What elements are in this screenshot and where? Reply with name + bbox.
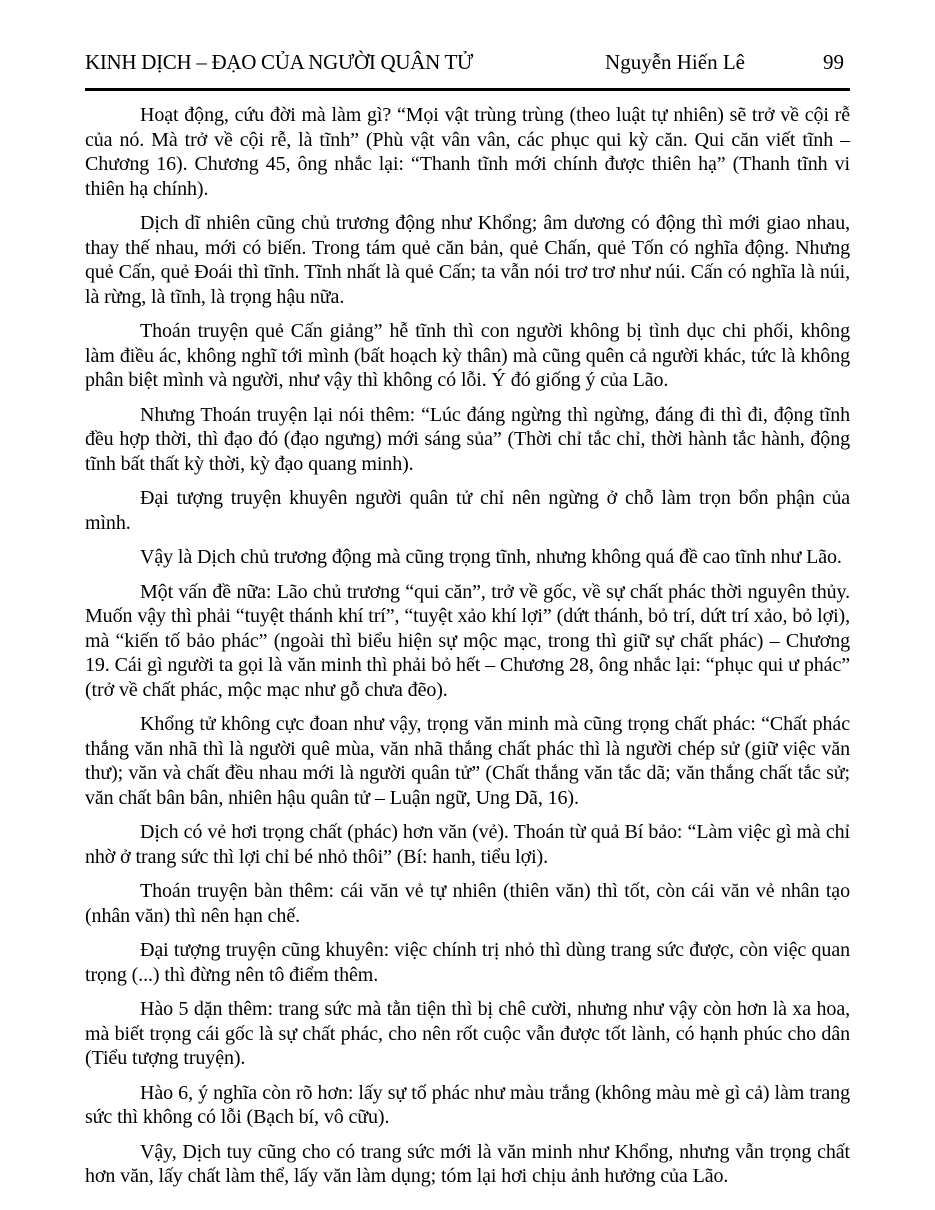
paragraph-2: Dịch dĩ nhiên cũng chủ trương động như Khổng; âm dương có động thì mới giao nhau, thay thế nhau, mới có biến. Trong tám quẻ căn bản, quẻ Chấn, quẻ Tốn có nghĩa động. Nhưng quẻ Cấn, quẻ Đoái thì tĩnh. Tĩnh nhất là quẻ Cấn; ta vẫn nói trơ trơ như núi. Cấn có nghĩa là núi, là rừng, là tĩnh, là trọng hậu nữa. — [85, 212, 850, 308]
paragraph-11: Đại tượng truyện cũng khuyên: việc chính trị nhỏ thì dùng trang sức được, còn việc quan trọng (...) thì đừng nên tô điểm thêm. — [85, 939, 850, 986]
paragraph-9: Dịch có vẻ hơi trọng chất (phác) hơn văn (vẻ). Thoán từ quả Bí bảo: “Làm việc gì mà chỉ nhờ ở trang sức thì lợi chỉ bé nhỏ thôi” (Bí: hanh, tiểu lợi). — [85, 821, 850, 868]
paragraph-3: Thoán truyện quẻ Cấn giảng” hễ tĩnh thì con người không bị tình dục chi phối, không làm điều ác, không nghĩ tới mình (bất hoạch kỳ thân) mà cũng quên cả người khác, tức là không phân biệt mình và người, như vậy thì không có lỗi. Ý đó giống ý của Lão. — [85, 320, 850, 392]
paragraph-6: Vậy là Dịch chủ trương động mà cũng trọng tĩnh, nhưng không quá đề cao tĩnh như Lão. — [140, 546, 842, 569]
paragraph-7: Một vấn đề nữa: Lão chủ trương “qui căn”, trở về gốc, về sự chất phác thời nguyên thủy. Muốn vậy thì phải “tuyệt thánh khí trí”, “tuyệt xảo khí lợi” (dứt thánh, bỏ trí, dứt trí xảo, bỏ lợi), mà “kiến tố bảo phác” (ngoài thì biểu hiện sự mộc mạc, trong thì giữ sự chất phác) – Chương 19. Cái gì người ta gọi là văn minh thì phải bỏ hết – Chương 28, ông nhắc lại: “phục qui ư phác” (trở về chất phác, mộc mạc như gỗ chưa đẽo). — [85, 580, 850, 701]
author-name: Nguyễn Hiến Lê — [605, 50, 745, 74]
page-body — [85, 103, 850, 1189]
page-number: 99 — [823, 50, 844, 74]
paragraph-13: Hào 6, ý nghĩa còn rõ hơn: lấy sự tố phác như màu trắng (không màu mè gì cả) làm trang sức thì không có lỗi (Bạch bí, vô cữu). — [85, 1081, 850, 1129]
paragraph-14: Vậy, Dịch tuy cũng cho có trang sức mới là văn minh như Khổng, nhưng vẫn trọng chất hơn văn, lấy chất làm thể, lấy văn làm dụng; tóm lại hơi chịu ảnh hưởng của Lão. — [85, 1140, 850, 1188]
paragraph-5: Đại tượng truyện khuyên người quân tử chỉ nên ngừng ở chỗ làm trọn bổn phận của mình. — [85, 487, 850, 534]
paragraph-10: Thoán truyện bàn thêm: cái văn vẻ tự nhiên (thiên văn) thì tốt, còn cái văn vẻ nhân tạo (nhân văn) thì nên hạn chế. — [85, 880, 850, 927]
paragraph-1: Hoạt động, cứu đời mà làm gì? “Mọi vật trùng trùng (theo luật tự nhiên) sẽ trở về cội rễ của nó. Mà trở về cội rễ, là tĩnh” (Phù vật vân vân, các phục qui kỳ căn. Qui căn viết tĩnh – Chương 16). Chương 45, ông nhắc lại: “Thanh tĩnh mới chính được thiên hạ” (Thanh tĩnh vi thiên hạ chính). — [85, 104, 850, 200]
page-header — [85, 50, 850, 75]
paragraph-4: Nhưng Thoán truyện lại nói thêm: “Lúc đáng ngừng thì ngừng, đáng đi thì đi, động tĩnh đều hợp thời, thì đạo đó (đạo ngưng) mới sáng sủa” (Thời chỉ tắc chỉ, thời hành tắc hành, động tĩnh bất thất kỳ thời, kỳ đạo quang minh). — [85, 403, 850, 475]
paragraph-12: Hào 5 dặn thêm: trang sức mà tằn tiện thì bị chê cười, nhưng như vậy còn hơn là xa hoa, mà biết trọng cái gốc là sự chất phác, cho nên rốt cuộc vẫn được tốt lành, có hạnh phúc cho dân (Tiểu tượng truyện). — [85, 998, 850, 1070]
header-divider — [85, 88, 850, 91]
book-title: KINH DỊCH – ĐẠO CỦA NGƯỜI QUÂN TỬ — [85, 50, 474, 74]
paragraph-8: Khổng tử không cực đoan như vậy, trọng văn minh mà cũng trọng chất phác: “Chất phác thắng văn nhã thì là người quê mùa, văn nhã thắng chất phác thì là người chép sử (giữ việc văn thư); văn và chất đều nhau mới là người quân tử” (Chất thắng văn tắc dã; văn thắng chất tắc sử; văn chất bân bân, nhiên hậu quân tử – Luận ngữ, Ung Dã, 16). — [85, 713, 850, 809]
